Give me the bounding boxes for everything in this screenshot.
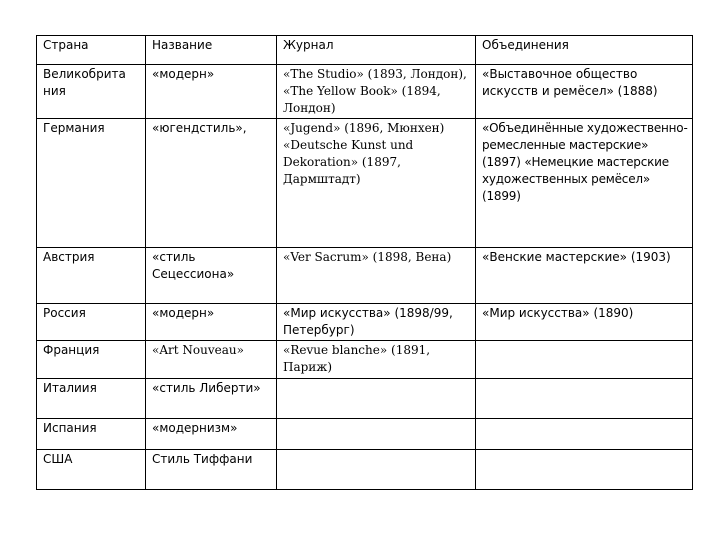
header-journal: Журнал [277,36,476,65]
cell-union: «Выставочное общество искусств и ремёсел» (1888) [476,65,693,119]
cell-country: Испания [37,419,146,450]
art-nouveau-table [36,35,693,490]
table-row [37,119,693,248]
cell-country: Великобрита ния [37,65,146,119]
header-country: Страна [37,36,146,65]
cell-name: «стиль Сецессиона» [146,248,277,304]
cell-union: «Венские мастерские» (1903) [476,248,693,304]
header-row [37,36,693,65]
cell-union [476,341,693,379]
table-row [37,304,693,341]
cell-name: «Art Nouveau» [146,341,277,379]
cell-union: «Объединённые художественно-ремесленные мастерские» (1897) «Немецкие мастерские художественных ремёсел» (1899) [476,119,693,248]
cell-union [476,450,693,490]
cell-journal: «Revue blanche» (1891, Париж) [277,341,476,379]
cell-country: США [37,450,146,490]
cell-union [476,379,693,419]
cell-journal: «The Studio» (1893, Лондон), «The Yellow Book» (1894, Лондон) [277,65,476,119]
table-row [37,450,693,490]
cell-name: «югендстиль», [146,119,277,248]
cell-name: «модерн» [146,65,277,119]
cell-journal [277,419,476,450]
cell-journal [277,379,476,419]
cell-country: Австрия [37,248,146,304]
table-row [37,379,693,419]
cell-country: Россия [37,304,146,341]
cell-journal [277,450,476,490]
header-name: Название [146,36,277,65]
table-row [37,248,693,304]
cell-name: «модерн» [146,304,277,341]
table-row [37,419,693,450]
header-union: Объединения [476,36,693,65]
cell-journal: «Jugend» (1896, Мюнхен) «Deutsche Kunst und Dekoration» (1897, Дармштадт) [277,119,476,248]
cell-journal: «Ver Sacrum» (1898, Вена) [277,248,476,304]
cell-country: Франция [37,341,146,379]
cell-name: «модернизм» [146,419,277,450]
table-row [37,65,693,119]
cell-journal: «Мир искусства» (1898/99, Петербург) [277,304,476,341]
cell-union: «Мир искусства» (1890) [476,304,693,341]
cell-country: Германия [37,119,146,248]
cell-name: Стиль Тиффани [146,450,277,490]
table-row [37,341,693,379]
cell-country: Италиия [37,379,146,419]
cell-name: «стиль Либерти» [146,379,277,419]
cell-union [476,419,693,450]
